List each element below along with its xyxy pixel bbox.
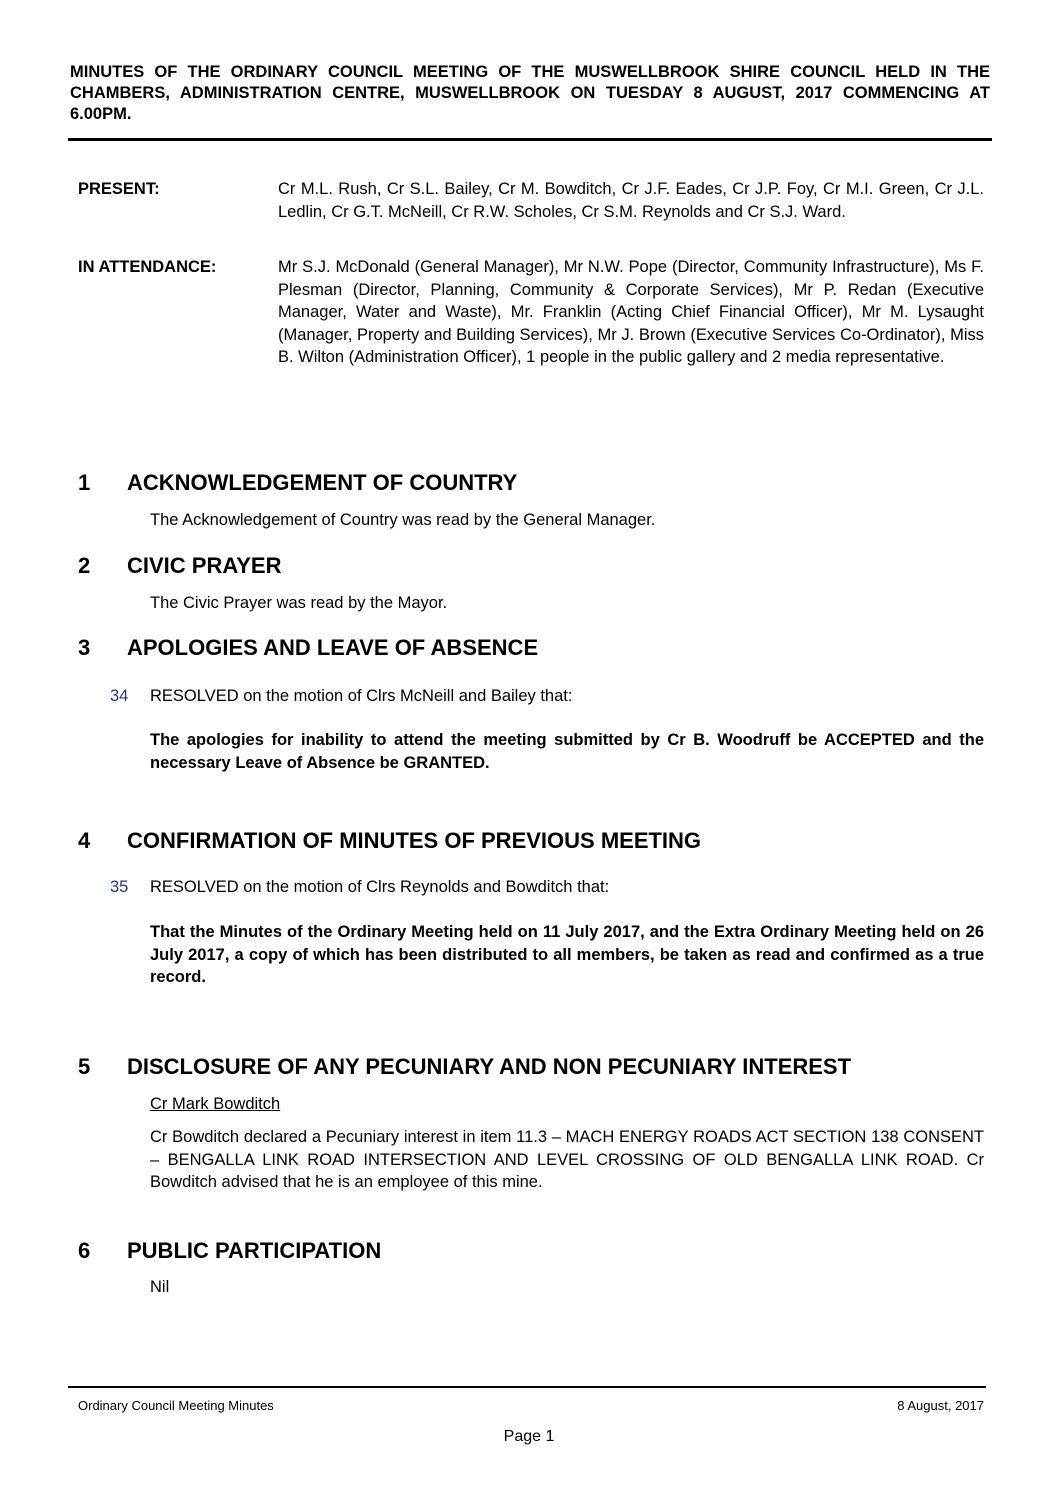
section-number: 5 <box>78 1054 91 1079</box>
section-title: CONFIRMATION OF MINUTES OF PREVIOUS MEETING <box>127 828 702 853</box>
present-label: PRESENT: <box>78 180 160 198</box>
footer-document-name: Ordinary Council Meeting Minutes <box>78 1398 274 1413</box>
attendance-list: Mr S.J. McDonald (General Manager), Mr N.W. Pope (Director, Community Infrastructure), Ms F. Plesman (Director, Planning, Community & Corporate Services), Mr P. Redan (Executive Manager, Water and Waste), Mr. Franklin (Acting Chief Financial Officer), Mr M. Lysaught (Manager, Property and Building Services), Mr J. Brown (Executive Services Co-Ordinator), Miss B. Wilton (Administration Officer), 1 people in the public gallery and 2 media representative. <box>278 258 984 366</box>
section-6-body: Nil <box>150 1278 170 1296</box>
document-title: MINUTES OF THE ORDINARY COUNCIL MEETING OF THE MUSWELLBROOK SHIRE COUNCIL HELD IN THE CHAMBERS, ADMINISTRATION CENTRE, MUSWELLBROOK ON TUESDAY 8 AUGUST, 2017 COMMENCING AT 6.00PM. <box>70 63 990 123</box>
header-divider <box>68 138 992 141</box>
present-list: Cr M.L. Rush, Cr S.L. Bailey, Cr M. Bowditch, Cr J.F. Eades, Cr J.P. Foy, Cr M.I. Green, Cr J.L. Ledlin, Cr G.T. McNeill, Cr R.W. Scholes, Cr S.M. Reynolds and Cr S.J. Ward. <box>278 180 984 221</box>
interest-declaration: Cr Bowditch declared a Pecuniary interest in item 11.3 – MACH ENERGY ROADS ACT SECTION 138 CONSENT – BENGALLA LINK ROAD INTERSECTION AND LEVEL CROSSING OF OLD BENGALLA LINK ROAD. Cr Bowditch advised that he is an employee of this mine. <box>150 1128 984 1191</box>
section-1-body: The Acknowledgement of Country was read by the General Manager. <box>150 511 656 529</box>
resolution-motion: RESOLVED on the motion of Clrs Reynolds and Bowditch that: <box>150 878 610 896</box>
attendance-block <box>78 256 984 369</box>
section-number: 2 <box>78 553 91 578</box>
resolution-number: 34 <box>110 687 129 705</box>
section-title: CIVIC PRAYER <box>127 553 282 578</box>
footer-divider <box>68 1386 986 1388</box>
resolution-number: 35 <box>110 878 129 896</box>
section-title: APOLOGIES AND LEAVE OF ABSENCE <box>127 635 539 660</box>
attendance-label: IN ATTENDANCE: <box>78 258 217 276</box>
resolution-body: That the Minutes of the Ordinary Meeting held on 11 July 2017, and the Extra Ordinary Meeting held on 26 July 2017, a copy of which has been distributed to all members, be taken as read and confirmed as a true record. <box>150 923 984 986</box>
resolution-body: The apologies for inability to attend the meeting submitted by Cr B. Woodruff be ACCEPTED and the necessary Leave of Absence be GRANTED. <box>150 731 984 772</box>
footer-date: 8 August, 2017 <box>897 1398 984 1413</box>
interest-councillor-name: Cr Mark Bowditch <box>150 1095 281 1113</box>
section-2-body: The Civic Prayer was read by the Mayor. <box>150 594 448 612</box>
section-title: PUBLIC PARTICIPATION <box>127 1238 382 1263</box>
section-title: ACKNOWLEDGEMENT OF COUNTRY <box>127 470 518 495</box>
page-number: Page 1 <box>503 1428 555 1445</box>
section-title: DISCLOSURE OF ANY PECUNIARY AND NON PECUNIARY INTEREST <box>127 1054 852 1079</box>
section-number: 4 <box>78 828 91 853</box>
section-number: 6 <box>78 1238 91 1263</box>
resolution-motion: RESOLVED on the motion of Clrs McNeill and Bailey that: <box>150 687 573 705</box>
section-number: 1 <box>78 470 91 495</box>
section-number: 3 <box>78 635 91 660</box>
present-block <box>78 178 984 223</box>
